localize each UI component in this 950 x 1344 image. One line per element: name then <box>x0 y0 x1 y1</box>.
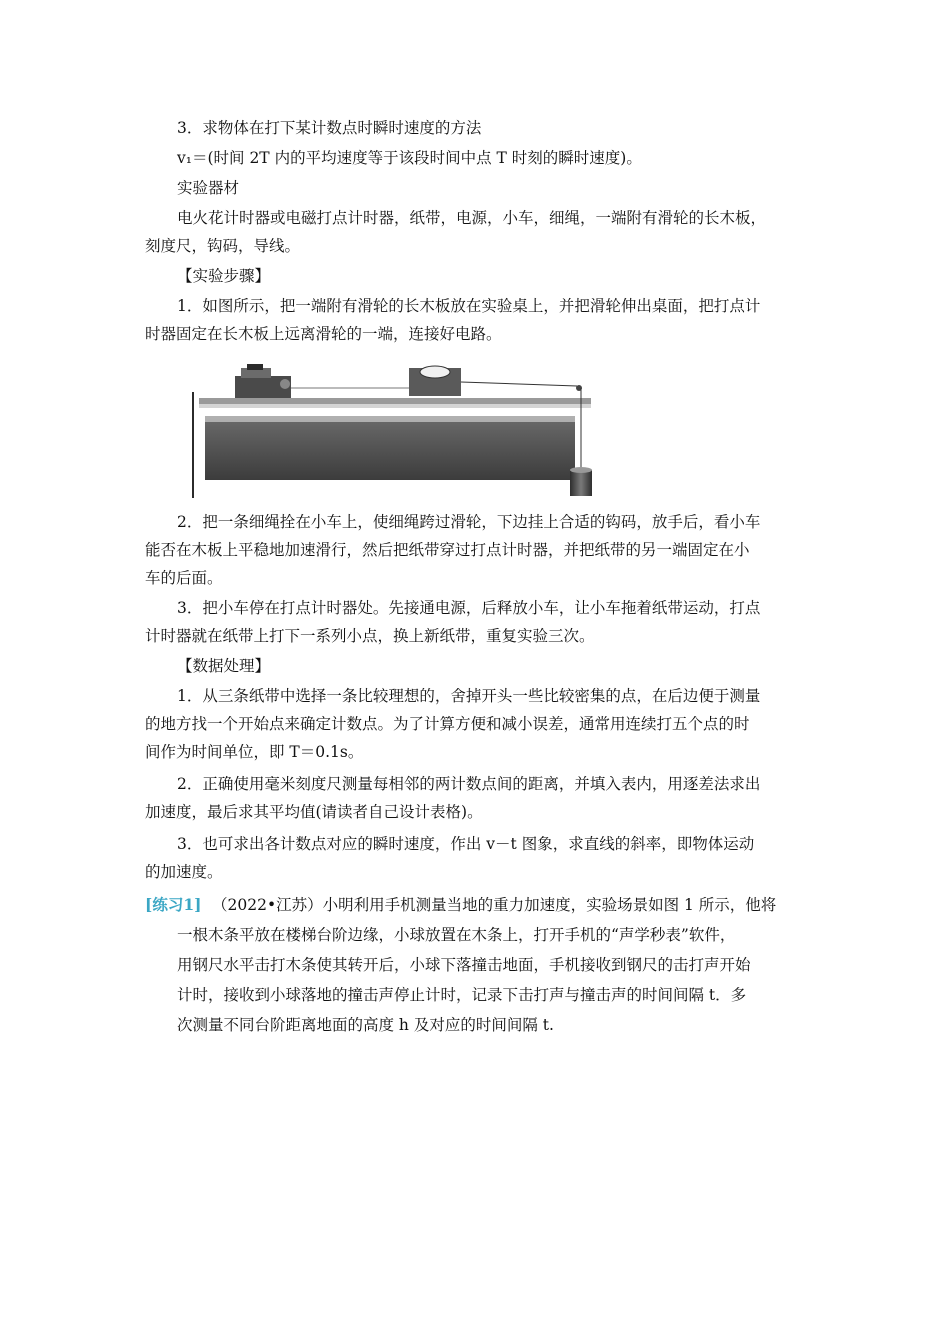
exercise-line: 计时，接收到小球落地的撞击声停止计时，记录下击打声与撞击声的时间间隔 t．多 <box>177 986 747 1004</box>
velocity-formula: v₁＝(时间 2T 内的平均速度等于该段时间中点 T 时刻的瞬时速度)。 <box>177 149 642 167</box>
dp2-line: 加速度，最后求其平均值(请读者自己设计表格)。 <box>145 803 483 821</box>
dp1-line: 间作为时间单位，即 T＝0.1s。 <box>145 743 364 761</box>
step2-line: 能否在木板上平稳地加速滑行，然后把纸带穿过打点计时器，并把纸带的另一端固定在小 <box>145 541 750 559</box>
equipment-line: 刻度尺，钩码，导线。 <box>145 237 301 255</box>
dot-timer <box>235 364 291 398</box>
string <box>461 382 577 386</box>
long-board <box>199 398 591 404</box>
hook-weight <box>570 467 592 496</box>
table-front <box>205 416 575 480</box>
step2-line: 车的后面。 <box>145 569 223 587</box>
equipment-heading: 实验器材 <box>177 179 240 197</box>
data-processing-heading: 【数据处理】 <box>177 657 271 675</box>
step1-line: 1．如图所示，把一端附有滑轮的长木板放在实验桌上，并把滑轮伸出桌面，把打点计 <box>177 297 761 315</box>
section3-heading: 3．求物体在打下某计数点时瞬时速度的方法 <box>177 119 482 137</box>
exercise-line: 用钢尺水平击打木条使其转开后，小球下落撞击地面，手机接收到钢尺的击打声开始 <box>177 956 751 974</box>
step2-line: 2．把一条细绳拴在小车上，使细绳跨过滑轮，下边挂上合适的钩码，放手后，看小车 <box>177 513 761 531</box>
board-edge <box>199 404 591 408</box>
step3-line: 计时器就在纸带上打下一系列小点，换上新纸带，重复实验三次。 <box>145 627 595 645</box>
dp2-line: 2．正确使用毫米刻度尺测量每相邻的两计数点间的距离，并填入表内，用逐差法求出 <box>177 775 761 793</box>
equipment-line: 电火花计时器或电磁打点计时器，纸带，电源，小车，细绳，一端附有滑轮的长木板， <box>177 209 767 227</box>
experiment-apparatus-figure <box>185 358 600 500</box>
dp1-line: 的地方找一个开始点来确定计数点。为了计算方便和减小误差，通常用连续打五个点的时 <box>145 715 750 733</box>
exercise-line: （2022•江苏）小明利用手机测量当地的重力加速度，实验场景如图 1 所示，他将 <box>212 896 777 914</box>
dp3-line: 3．也可求出各计数点对应的瞬时速度，作出 v－t 图象，求直线的斜率，即物体运动 <box>177 835 755 853</box>
dp3-line: 的加速度。 <box>145 863 223 881</box>
exercise-line: 次测量不同台阶距离地面的高度 h 及对应的时间间隔 t. <box>177 1016 554 1034</box>
step3-line: 3．把小车停在打点计时器处。先接通电源，后释放小车，让小车拖着纸带运动，打点 <box>177 599 761 617</box>
steps-heading: 【实验步骤】 <box>177 267 271 285</box>
cart <box>409 366 461 396</box>
exercise-line: 一根木条平放在楼梯台阶边缘，小球放置在木条上，打开手机的“声学秒表”软件， <box>177 926 736 944</box>
exercise-tag: [练习1] <box>145 895 202 914</box>
dp1-line: 1．从三条纸带中选择一条比较理想的，舍掉开头一些比较密集的点，在后边便于测量 <box>177 687 761 705</box>
step1-line: 时器固定在长木板上远离滑轮的一端，连接好电路。 <box>145 325 502 343</box>
